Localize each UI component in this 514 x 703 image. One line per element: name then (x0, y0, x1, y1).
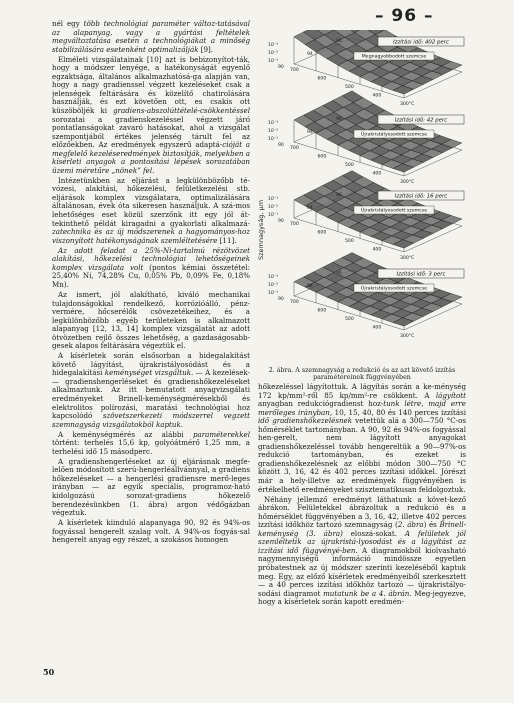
temperature-tick: 300°C (400, 180, 415, 185)
temperature-tick: 400 (372, 325, 382, 331)
temperature-tick: 600 (317, 230, 327, 236)
y-tick-label: 10⁻¹ (268, 59, 279, 64)
panel-title: Izzítási idő: 402 perc (393, 39, 449, 46)
temperature-tick: 600 (317, 308, 327, 314)
y-axis-label: Szemnagyság, μm (257, 199, 265, 261)
left_column-paragraph: Intézetünkben az eljárást a legkülönbözőbb té-vózesi, alakítási, hőkezelési, felületkezelési stb. eljárások komplex vizsgálatara, optimalizálására általánosan, évek óta sikeresen használjuk. A szá-mos lehetőséges eset közül szerzőnk itt egy jól át-tekinthető példát kiragadni a gyakorlati alkalmazá-zatechnika és az új módszerenek a hagyományos-hoz viszonyított hatékonyságának szemléltetésére [11]. (52, 175, 250, 245)
reduction-tick: 90 (278, 65, 284, 70)
y-tick-label: 10⁻³ (268, 197, 279, 202)
temperature-tick: 500 (345, 85, 354, 90)
temperature-tick: 700 (290, 300, 299, 305)
right-text-column (258, 383, 466, 693)
y-tick-label: 10⁻¹ (268, 137, 279, 142)
left_column-paragraph: A kísérletek során elsősorban a hidegalakítást követő lágyítást, újrakristályosódást és a hidegalakítási keménységet vizsgáltuk. — A kezelések-— gradienshengerléseket és gradienshőkezeléseket alkalmaztunk. Az itt bemutatott anyagvizsgálati eredményeket Brinell-keménységmérésekből és elektrolitos polírozási, maratási technológiai hoz kapcsolódó szövetszerkezeti módszerrel vegzett szemnagyság vizsgálatokból kaptuk. (52, 351, 250, 429)
left_column-paragraph: A keménységmérés az alábbi paraméterekkel történt: terhelés 15,6 kp, golyóátmérő 1,25 mm, a terhelési idő 15 másodperc. (52, 429, 250, 456)
left_column-paragraph: A kísérletek kiinduló alapanyaga 90, 92 és 94%-os fogyással hengerelt szalag volt. A 94%-os fogyás-sal hengerelt anyag egy részet, a szokásos homogen (52, 518, 250, 545)
y-tick-label: 10⁻² (268, 51, 279, 56)
temperature-tick: 600 (317, 76, 327, 82)
left_column-paragraph: A gradienshengerléseket az új eljárásnak megfe-lelően módosított szerú-hengerléállvánnyal, a gradiens hőkezeléseket — a hengerlési gradiensre merő-leges irányban — az egyik speciális, programoz-ható kidolgozású sorozat-gradiens hőkezelő berendezésünkben (1. ábra) argon védőgázban végeztuk. (52, 456, 250, 518)
left-text-column (52, 20, 250, 688)
reduction-tick: 94 (307, 130, 313, 135)
y-tick-label: 10⁻³ (268, 43, 279, 48)
left_column-paragraph: Elméleti vizsgálatainak [10] azt is bebizonyítot-ták, hogy a módszer lenyége, a hatékonyságát egyenlő egzaktsága, általános alkalmazhatósá-ga alapján van, hogy a nagy gradienssel végzett kezeléseket csak a jelenségek feltárására és közelítő chatirolására használják, és ezt követően ott, es csakis ott küszöböljék ki gradiens-abszolúttételé-csökkentéssel sorozatai a gradienskezeléssel végzett járó pontatlanságokat zavaró hatásokat, ahol a vizsgálat szempontjából értékes jelenség tárult fel az előzőekben. Az eredmények egyszerű adaptá-cióját a megfelelő kezeléseredmények biztosítják, melyekben a kísérleti anyagok a pontosítási lépések sorozatában üzemi méretűre „nönek” fel. (52, 54, 250, 175)
reduction-tick: 94 (307, 52, 313, 57)
temperature-tick: 300°C (400, 256, 415, 261)
temperature-tick: 500 (345, 317, 354, 322)
reduction-tick: 96 (336, 39, 342, 44)
inner-label: Megnagyobbodott szemcse (361, 54, 427, 60)
inner-label: Újrakristályosodott szemcse (360, 132, 428, 138)
reduction-tick: 90 (278, 143, 284, 148)
figure-caption: 2. ábra. A szemnagyság a redukció és az azt követő izzítás paramétereinek függvényében (268, 367, 456, 382)
temperature-tick: 700 (290, 222, 299, 227)
left_column-paragraph: Az adott feladat a 25%-Ni-tartalmú rézötvözet alakítási, hőkezelési technológiai lehetőségeinek komplex vizsgálata volt (pontos kémiai összetétel: 25,40% Ni, 74,28% Cu, 0,05% Pb, 0,09% Fe, 0,18% Mn). (52, 245, 250, 289)
reduction-tick: 94 (307, 284, 313, 289)
y-tick-label: 10⁻² (268, 129, 279, 134)
right_column-paragraph: hőkezeléssel lágyítottuk. A lágyítás során a ke-ménység 172 kp/mm²-ről 85 kp/mm²-re csökkent. A lágyított anyagban redukciógradienst hoz-tunk létre, majd erre merőleges irányban, 10, 15, 40, 80 és 140 perces izzítási idő gradienshőkezelésnek vetettük alá a 300—750 °C-os hőmérséklet tartományban. A 90, 92 és 94%-os fogyással hen-gerelt, nem lágyított anyagokat gradienshőkezeléssel tovább hengereltük a 90—97%-os redukció tartományban, és ezeket is gradienshőkezelésnek az előbbi módon 300—750 °C között 3, 16, 42 és 402 perces izzítási időkkel. Jórészt már a hely-illetve az eredmények függvényében is értékelhető eredményeket szisztematikusan feldolgoztuk. (258, 383, 466, 494)
y-tick-label: 10⁻² (268, 283, 279, 288)
temperature-tick: 700 (290, 146, 299, 151)
left_column-paragraph: Az ismert, jól alakítható, kiváló mechanikai tulajdonságokkal rendelkező, korrózióálló, pénz-vermére, hőcserélők csövezetékeihez, és a legkülönbözőbb egyéb területeken is alkalmazott alapanyag [12, 13, 14] komplex vizsgálatát az adott ötvözetben rejlő összes lehetőség, a gazdaságosabb-gesek alapos feltárására végeztük el. (52, 289, 250, 351)
right_column-paragraph: Néhány jellemző eredményt láthatunk a követ-kező ábrákon. Felületekkel ábrázoltuk a redukció és a hőmérséklet függvényében a 3, 16, 42, illetve 402 perces izzítási időkhöz tartozó szemnagyság (2. ábra) és Brinell-keménység (3. ábra) eloszá-sokat. A felületek jól szemléltetik az újrakristá-lyosodást és a lágyítást az izzítási idő függvényé-ben. A diagramokból kiolvasható nagymennyiségű információ mindössze egyetlen próbatestnek az új módszer szerinti kezeléséből kaptuk meg. Egy, az előző kísérletek eredményeiből szerkesztett — a 40 perces izzítási időkhöz tartozó — újrakristályo-sodási diagramot mutatunk be a 4. ábrán. Meg-jegyezve, hogy a kísérletek során kapott eredmén- (258, 494, 466, 607)
figure-2-surface-plots (254, 30, 468, 366)
temperature-tick: 600 (317, 154, 327, 160)
y-tick-label: 10⁻³ (268, 121, 279, 126)
temperature-tick: 400 (372, 247, 382, 253)
temperature-tick: 300°C (400, 102, 415, 107)
reduction-tick: 94 (307, 206, 313, 211)
temperature-tick: 500 (345, 163, 354, 168)
temperature-tick: 400 (372, 171, 382, 177)
left_column-paragraph: nél egy több technológiai paraméter változ-tatásával az alapanyag, vagy a gyártási feltételek megváltoztatása esetén a technológiákat a minőség stabilizálására esetenként optimalizálják [9]. (52, 20, 250, 54)
reduction-tick: 96 (336, 193, 342, 198)
panel-title: Izzítási idő: 3 perc (396, 271, 446, 278)
y-tick-label: 10⁻¹ (268, 213, 279, 218)
temperature-tick: 300°C (400, 334, 415, 339)
reduction-tick: 90 (278, 297, 284, 302)
inner-label: Újrakristályosodott szemcse (360, 286, 428, 292)
y-tick-label: 10⁻² (268, 205, 279, 210)
page-number-top: – 96 – (375, 6, 434, 26)
y-tick-label: 10⁻¹ (268, 291, 279, 296)
reduction-tick: 96 (336, 117, 342, 122)
panel-title: Izzítási idő: 16 perc (394, 193, 448, 200)
reduction-tick: 90 (278, 219, 284, 224)
temperature-tick: 700 (290, 68, 299, 73)
y-tick-label: 10⁻³ (268, 275, 279, 280)
inner-label: Újrakristályosodott szemcse (360, 208, 428, 214)
temperature-tick: 500 (345, 239, 354, 244)
reduction-tick: 96 (336, 271, 342, 276)
temperature-tick: 400 (372, 93, 382, 99)
panel-title: Izzítási idő: 42 perc (394, 117, 448, 124)
page-number-bottom: 50 (43, 667, 55, 677)
